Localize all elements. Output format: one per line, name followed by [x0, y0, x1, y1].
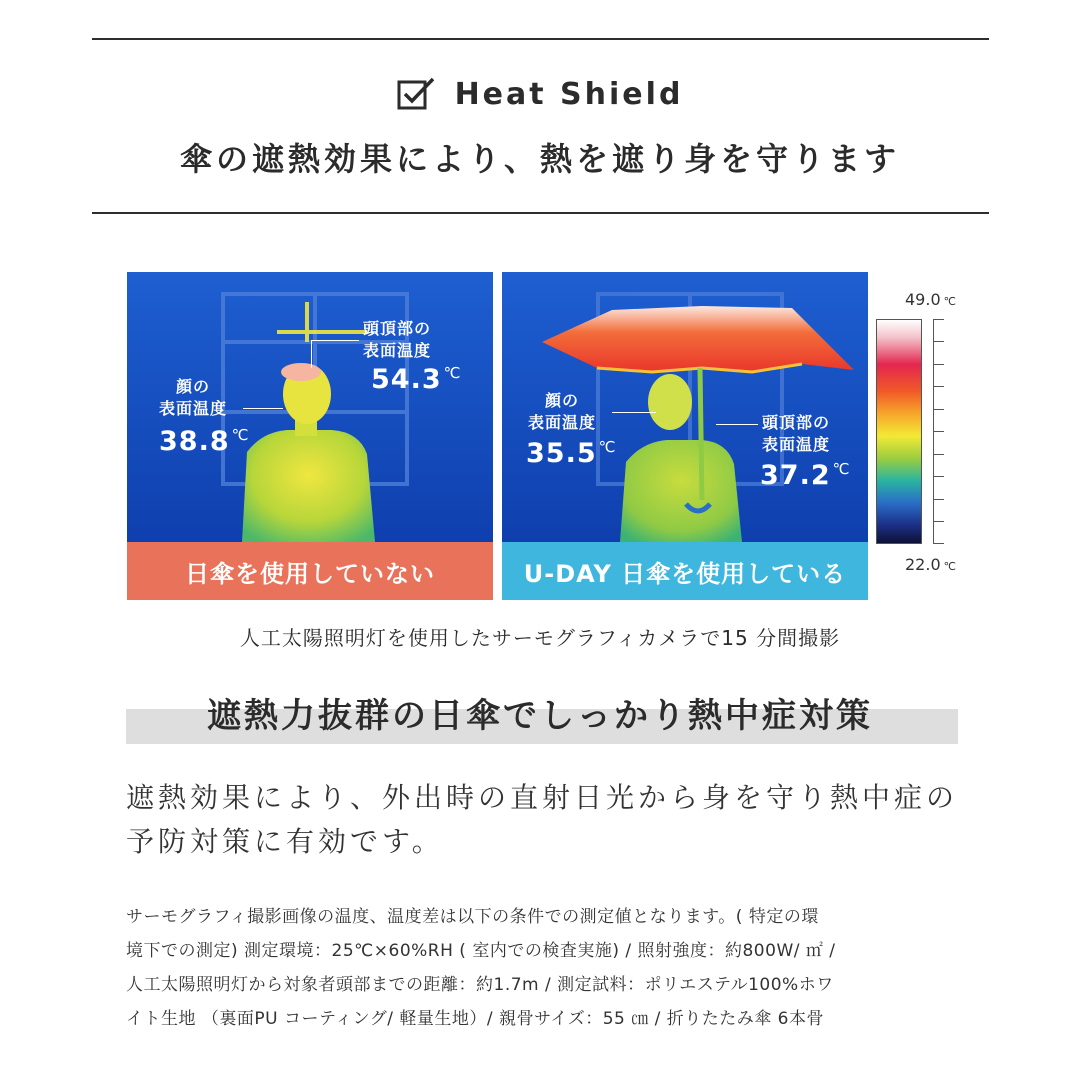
thermal-panel-no-umbrella [127, 272, 493, 600]
caption-no-umbrella: 日傘を使用していない [127, 542, 493, 600]
header-rule [92, 212, 989, 214]
temperature-colorbar [876, 319, 922, 544]
fine-print-line2: 境下での測定) 測定環境：25℃×60%RH ( 室内での検査実施) / 照射強度：約800W/ ㎡ / [126, 941, 836, 961]
caption-with-umbrella: U-DAY 日傘を使用している [502, 542, 868, 600]
thermal-panel-with-umbrella [502, 272, 868, 600]
face-label-line2: 表面温度 [528, 413, 597, 432]
head-leader-line [311, 340, 359, 341]
face-leader-line [243, 408, 283, 409]
head-label-line1: 頭頂部の [363, 319, 432, 338]
catchphrase: 遮熱力抜群の日傘でしっかり熱中症対策 [207, 696, 873, 736]
face-label-line1: 顔の [545, 391, 580, 410]
checkbox-icon [397, 76, 437, 112]
head-temp-value: 37.2 ℃ [760, 460, 851, 491]
head-leader-line [716, 424, 758, 425]
top-rule [92, 38, 989, 40]
heading-title: Heat Shield [454, 76, 684, 112]
head-leader-drop [311, 340, 312, 368]
subtitle: 傘の遮熱効果により、熱を遮り身を守ります [179, 140, 900, 178]
head-temp-label [363, 318, 431, 362]
scale-max-label: 49.0 ℃ [905, 290, 956, 309]
fine-print [126, 900, 966, 1036]
colorbar-ticks [933, 319, 948, 544]
fine-print-line1: サーモグラフィ撮影画像の温度、温度差は以下の条件での測定値となります。( 特定の環 [126, 907, 819, 927]
fine-print-line4: イト生地 （裏面PU コーティング/ 軽量生地）/ 親骨サイズ：55 ㎝ / 折りたたみ傘 6本骨 [126, 1009, 824, 1029]
measurement-note: 人工太陽照明灯を使用したサーモグラフィカメラで15 分間撮影 [239, 626, 841, 650]
face-label-line1: 顔の [176, 377, 211, 396]
face-temp-value: 35.5 ℃ [526, 438, 617, 469]
description-line2: 予防対策に有効です。 [126, 825, 444, 858]
description-line1: 遮熱効果により、外出時の直射日光から身を守り熱中症の [126, 781, 959, 814]
head-temp-label [762, 412, 830, 456]
head-temp-value: 54.3 ℃ [371, 364, 462, 395]
scale-min-label: 22.0 ℃ [905, 555, 956, 574]
face-leader-line [612, 412, 656, 413]
face-label-line2: 表面温度 [159, 399, 228, 418]
fine-print-line3: 人工太陽照明灯から対象者頭部までの距離：約1.7m / 測定試料：ポリエステル100%ホワ [126, 975, 834, 995]
head-label-line2: 表面温度 [762, 435, 831, 454]
face-temp-value: 38.8 ℃ [159, 426, 250, 457]
heading [0, 72, 1080, 116]
head-label-line2: 表面温度 [363, 341, 432, 360]
head-label-line1: 頭頂部の [762, 413, 831, 432]
face-temp-label [528, 390, 596, 434]
description [126, 776, 966, 864]
face-temp-label [159, 376, 227, 420]
